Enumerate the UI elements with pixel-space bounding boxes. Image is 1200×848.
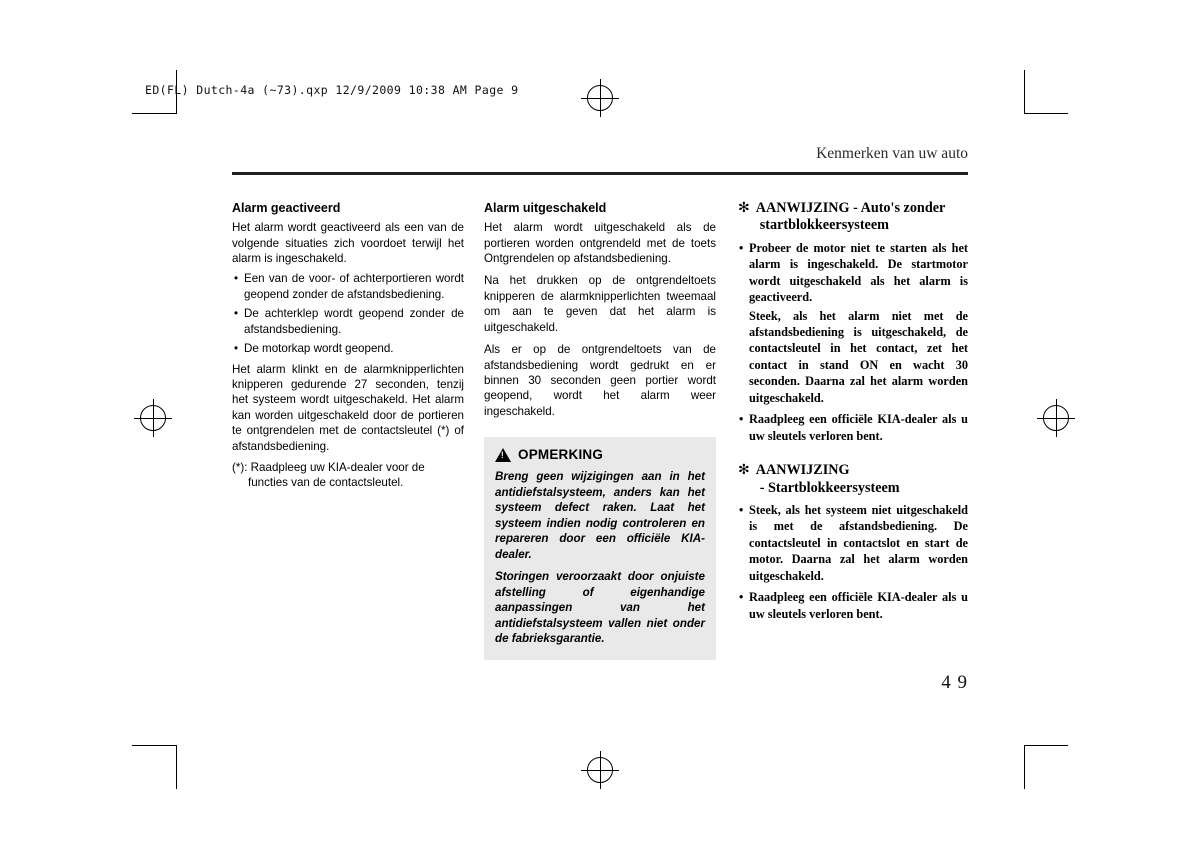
- hint-title-sub: startblokkeersysteem: [759, 217, 889, 234]
- column-left: [232, 200, 464, 491]
- warning-triangle-icon: [495, 448, 511, 462]
- registration-mark-bottom: [587, 757, 613, 783]
- paragraph-disable-1: Het alarm wordt uitgeschakeld als de portieren worden ontgrendeld met de toets Ontgrendelen op afstandsbediening.: [484, 221, 716, 266]
- column-right: [738, 200, 968, 640]
- registration-mark-right: [1043, 405, 1069, 431]
- running-head-rule: [232, 172, 968, 175]
- hint-header: [738, 200, 968, 235]
- hint-block-startblokkeersysteem: [738, 462, 968, 622]
- crop-mark-top-left-h: [132, 113, 176, 114]
- list-alarm-triggers: [232, 271, 464, 356]
- section-heading-alarm-geactiveerd: Alarm geactiveerd: [232, 201, 341, 215]
- hint-title: [756, 200, 946, 235]
- hint-text: • Raadpleeg een officiële KIA-dealer als u uw sleutels verloren bent.: [749, 590, 968, 621]
- hint-list: [738, 502, 968, 622]
- hint-title-sub: - Startblokkeersysteem: [759, 479, 900, 496]
- notice-paragraph: Breng geen wijzigingen aan in het antidiefstalsysteem, anders kan het systeem defect raken. Laat het systeem indien nodig controleren en repareren door een officiële KIA-dealer.: [495, 470, 705, 561]
- page-folio: 4 9: [941, 672, 968, 693]
- list-item: • De motorkap wordt geopend.: [232, 341, 464, 356]
- hint-block-zonder-startblokkeersysteem: [738, 200, 968, 444]
- hint-text: • Raadpleeg een officiële KIA-dealer als u uw sleutels verloren bent.: [749, 412, 968, 443]
- crop-mark-top-right-h: [1024, 113, 1068, 114]
- running-head: Kenmerken van uw auto: [816, 145, 968, 162]
- asterisk-icon: ✻: [738, 199, 750, 215]
- hint-text: • Steek, als het systeem niet uitgeschakeld is met de afstandsbediening. De contactsleutel in contactslot en start de motor. Daarna zal het alarm worden uitgeschakeld.: [749, 502, 968, 583]
- column-middle: [484, 200, 716, 660]
- hint-header: [738, 462, 968, 497]
- section-heading-alarm-uitgeschakeld: Alarm uitgeschakeld: [484, 201, 607, 215]
- list-item: [738, 589, 968, 622]
- hint-text: Steek, als het alarm niet met de afstandsbediening is uitgeschakeld, de contactsleutel in het contact, zet het contact in stand ON en wacht 30 seconden. Daarna zal het alarm worden uitgeschakeld.: [749, 308, 968, 405]
- notice-paragraph: Storingen veroorzaakt door onjuiste afstelling of eigenhandige aanpassingen van het antidiefstalsysteem vallen niet onder de fabrieksgarantie.: [495, 570, 705, 646]
- hint-title: [756, 462, 900, 497]
- crop-mark-bottom-left-h: [132, 745, 176, 746]
- hint-list: [738, 240, 968, 445]
- prepress-slug: ED(FL) Dutch-4a (~73).qxp 12/9/2009 10:38 AM Page 9: [145, 83, 519, 97]
- registration-mark-top: [587, 85, 613, 111]
- content-columns: [232, 199, 968, 646]
- crop-mark-top-right-v: [1024, 70, 1025, 114]
- registration-mark-left: [140, 405, 166, 431]
- hint-text: • Probeer de motor niet te starten als het alarm is ingeschakeld. De startmotor wordt uitgeschakeld als het alarm is geactiveerd.: [749, 240, 968, 305]
- list-item: [738, 240, 968, 407]
- list-item: [738, 502, 968, 584]
- crop-mark-bottom-left-v: [176, 745, 177, 789]
- paragraph-intro: Het alarm wordt geactiveerd als een van de volgende situaties zich voordoet terwijl het alarm is ingeschakeld.: [232, 221, 464, 266]
- notice-header: [495, 447, 705, 462]
- asterisk-icon: ✻: [738, 461, 750, 478]
- paragraph-alarm-duration: Het alarm klinkt en de alarmknipperlichten knipperen gedurende 27 seconden, tenzij het systeem wordt uitgeschakeld. Het alarm kan worden uitgeschakeld door de portieren te ontgrendelen met de contactsleutel (*) of afstandsbediening.: [232, 362, 464, 453]
- list-item: • De achterklep wordt geopend zonder de afstandsbediening.: [232, 306, 464, 337]
- list-item: [738, 411, 968, 444]
- list-item: • Een van de voor- of achterportieren wordt geopend zonder de afstandsbediening.: [232, 271, 464, 302]
- crop-mark-bottom-right-h: [1024, 745, 1068, 746]
- hint-title-main: AANWIJZING: [755, 462, 850, 479]
- footnote-contactsleutel: (*): Raadpleeg uw KIA-dealer voor de functies van de contactsleutel.: [232, 460, 425, 490]
- paragraph-disable-3: Als er op de ontgrendeltoets van de afstandsbediening wordt gedrukt en er binnen 30 seconden geen portier wordt geopend, wordt het alarm weer ingeschakeld.: [484, 343, 716, 418]
- crop-mark-bottom-right-v: [1024, 745, 1025, 789]
- notice-box-opmerking: [484, 437, 716, 660]
- notice-title: OPMERKING: [518, 447, 604, 463]
- paragraph-disable-2: Na het drukken op de ontgrendeltoets knipperen de alarmknipperlichten tweemaal om aan te geven dat het alarm is uitgeschakeld.: [484, 274, 716, 334]
- hint-title-main: AANWIJZING - Auto's zonder: [755, 200, 946, 216]
